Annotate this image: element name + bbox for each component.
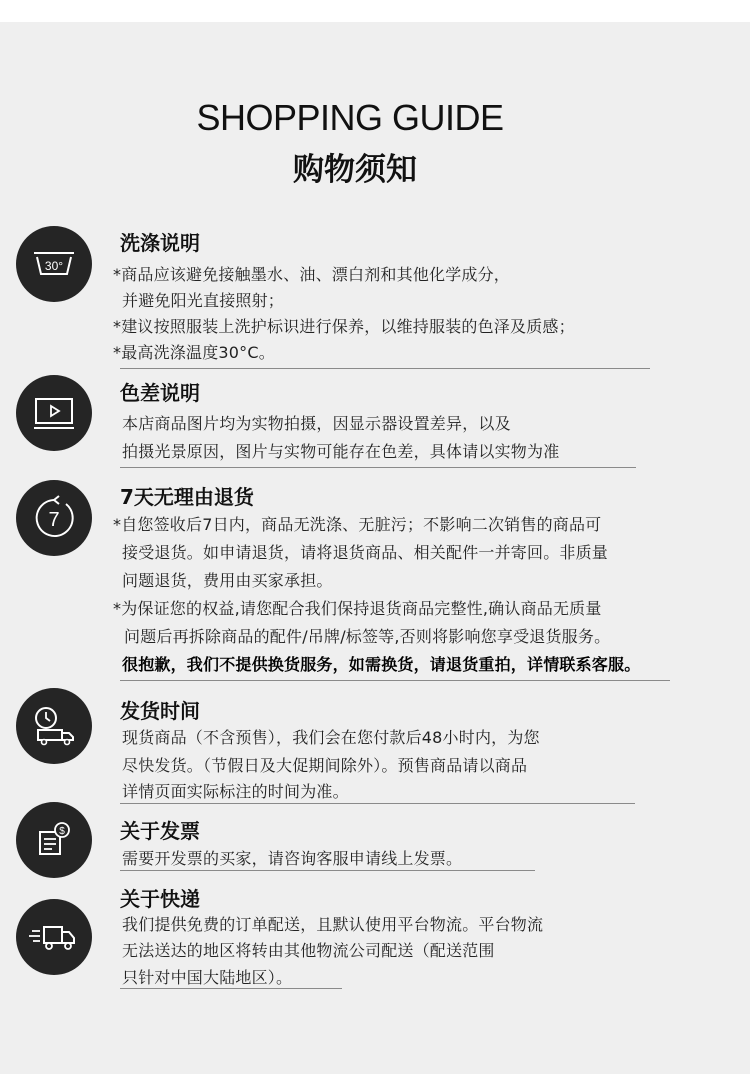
section-title: 洗涤说明 xyxy=(120,231,200,255)
invoice-icon xyxy=(16,802,92,878)
section-line: 问题退货，费用由买家承担。 xyxy=(122,571,333,590)
section-line: 问题后再拆除商品的配件/吊牌/标签等,否则将影响您享受退货服务。 xyxy=(124,627,611,646)
section-line: 我们提供免费的订单配送，且默认使用平台物流。平台物流 xyxy=(122,915,544,934)
section-line: 尽快发货。（节假日及大促期间除外）。预售商品请以商品 xyxy=(122,756,528,775)
page-title-english: SHOPPING GUIDE xyxy=(196,97,504,138)
page-title-chinese: 购物须知 xyxy=(293,152,417,188)
monitor-play-icon xyxy=(16,375,92,451)
fast-truck-icon xyxy=(16,899,92,975)
delivery-clock-icon xyxy=(16,688,92,764)
svg-text:$: $ xyxy=(59,826,65,837)
svg-text:7: 7 xyxy=(48,509,60,531)
section-divider xyxy=(120,467,636,468)
section-line: 并避免阳光直接照射； xyxy=(122,291,285,310)
wash-30-icon xyxy=(16,226,92,302)
section-divider xyxy=(120,803,635,804)
section-line: 详情页面实际标注的时间为准。 xyxy=(122,782,349,801)
section-title: 色差说明 xyxy=(120,381,200,405)
section-line: 接受退货。如申请退货，请将退货商品、相关配件一并寄回。非质量 xyxy=(122,543,609,562)
svg-text:30°: 30° xyxy=(44,259,64,273)
section-line-highlight: 很抱歉，我们不提供换货服务，如需换货，请退货重拍，详情联系客服。 xyxy=(122,655,641,674)
section-title: 关于快递 xyxy=(120,887,200,911)
seven-day-return-icon xyxy=(16,480,92,556)
section-divider xyxy=(120,368,650,369)
section-title: 发货时间 xyxy=(120,699,200,723)
section-line: *为保证您的权益,请您配合我们保持退货商品完整性,确认商品无质量 xyxy=(113,599,602,618)
section-line: *自您签收后7日内，商品无洗涤、无脏污；不影响二次销售的商品可 xyxy=(113,515,602,534)
section-divider xyxy=(120,680,670,681)
section-line: 本店商品图片均为实物拍摄，因显示器设置差异，以及 xyxy=(122,414,511,433)
section-line: *商品应该避免接触墨水、油、漂白剂和其他化学成分， xyxy=(113,265,511,284)
section-line: 现货商品（不含预售），我们会在您付款后48小时内，为您 xyxy=(122,728,540,747)
section-line: 无法送达的地区将转由其他物流公司配送（配送范围 xyxy=(122,941,495,960)
section-line: *最高洗涤温度30°C。 xyxy=(113,343,275,362)
section-line: *建议按照服装上洗护标识进行保养，以维持服装的色泽及质感； xyxy=(113,317,575,336)
section-line: 拍摄光景原因，图片与实物可能存在色差，具体请以实物为准 xyxy=(122,442,560,461)
guide-panel xyxy=(0,22,750,1074)
section-title: 关于发票 xyxy=(120,819,200,843)
section-line: 只针对中国大陆地区）。 xyxy=(122,968,293,987)
section-divider xyxy=(120,988,342,989)
section-divider xyxy=(120,870,535,871)
section-line: 需要开发票的买家，请咨询客服申请线上发票。 xyxy=(122,849,463,868)
section-title: 7天无理由退货 xyxy=(120,485,254,509)
